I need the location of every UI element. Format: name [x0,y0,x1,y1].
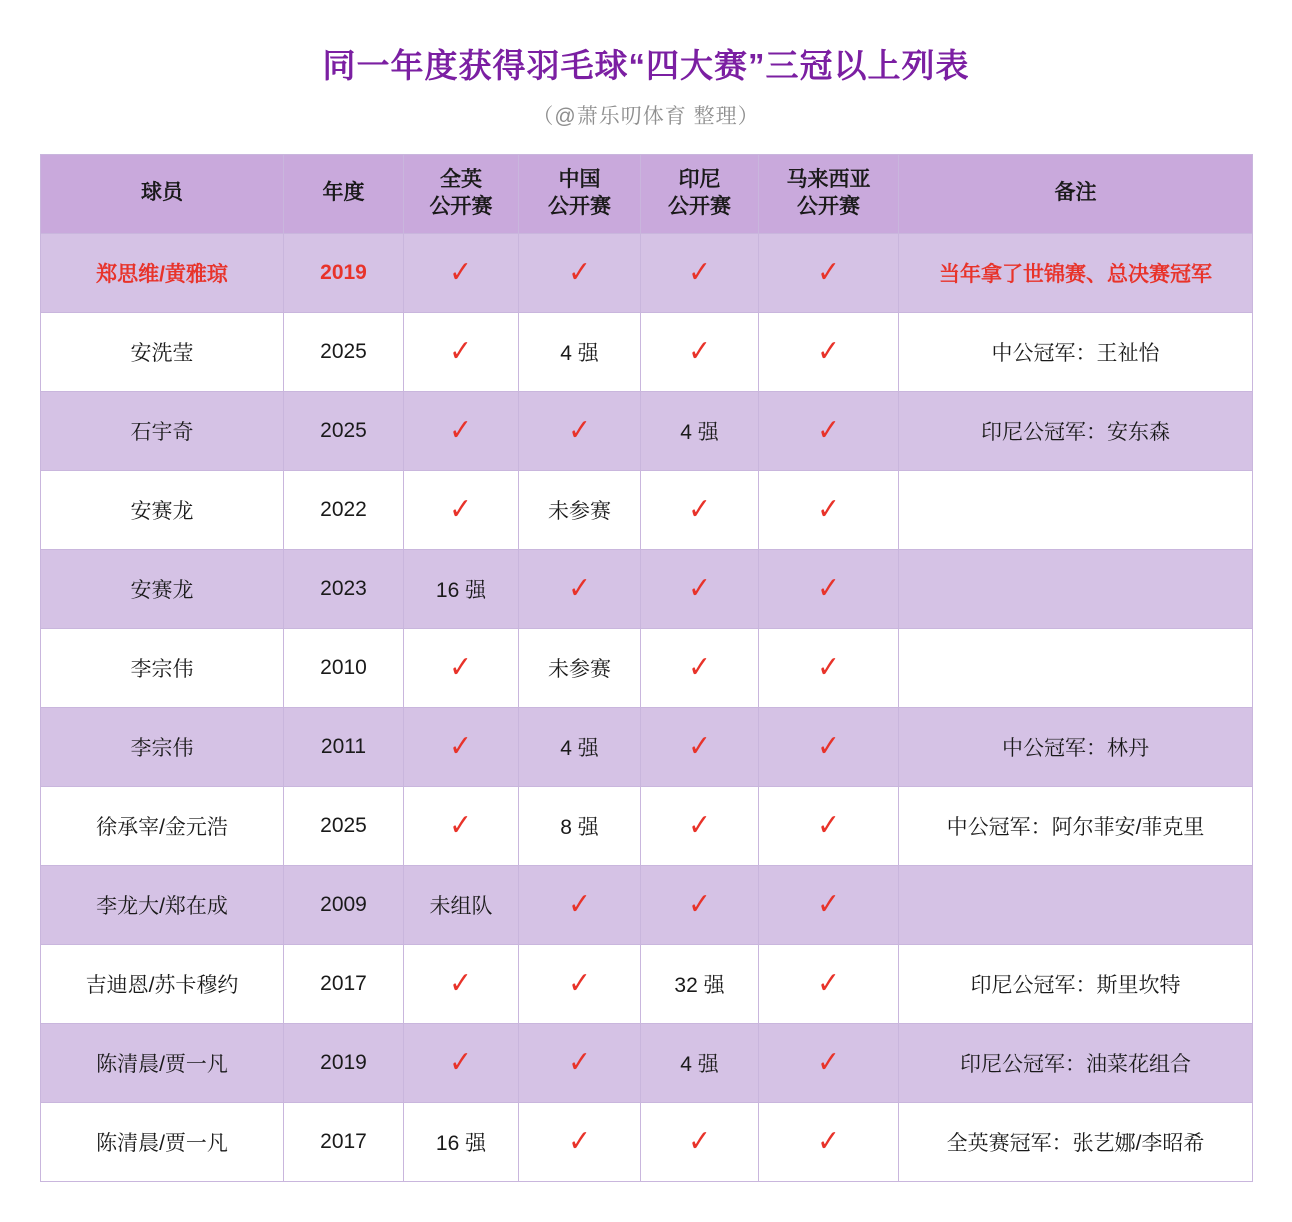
check-icon: ✓ [568,570,591,606]
cell-china-open-text: 未参赛 [548,657,611,681]
check-icon: ✓ [688,807,711,843]
cell-china-open-text: 未参赛 [548,499,611,523]
cell-indonesia-open-text: 4 强 [680,1052,719,1076]
cell-year [284,865,404,944]
cell-player [41,1102,284,1181]
check-icon: ✓ [688,886,711,922]
cell-indonesia-open [641,391,759,470]
check-icon: ✓ [817,649,840,685]
cell-year-text: 2022 [320,497,367,521]
check-icon: ✓ [449,649,473,685]
cell-all-england-text: 16 强 [435,578,487,602]
cell-malaysia-open [759,312,899,391]
check-icon: ✓ [688,254,711,290]
cell-note-text: 印尼公冠军：安东森 [981,420,1170,444]
cell-note [899,786,1253,865]
cell-year-text: 2025 [320,813,367,837]
cell-year [284,628,404,707]
cell-note [899,865,1253,944]
cell-indonesia-open [641,470,759,549]
cell-year-text: 2017 [320,971,367,995]
check-icon: ✓ [449,254,473,290]
cell-all-england [404,1102,519,1181]
cell-year-text: 2019 [320,260,367,284]
cell-note [899,549,1253,628]
cell-player [41,233,284,312]
table-row [41,1102,1253,1181]
cell-player-text: 李宗伟 [130,736,194,760]
cell-malaysia-open [759,233,899,312]
check-icon: ✓ [817,886,840,922]
check-icon: ✓ [449,491,473,527]
check-icon: ✓ [568,1044,591,1080]
cell-note [899,707,1253,786]
check-icon: ✓ [688,649,711,685]
cell-year-text: 2010 [320,655,367,679]
check-icon: ✓ [817,965,840,1001]
cell-indonesia-open-text: 4 强 [680,420,719,444]
cell-note [899,470,1253,549]
cell-player [41,1023,284,1102]
cell-year [284,1102,404,1181]
cell-indonesia-open [641,549,759,628]
cell-china-open [519,391,641,470]
cell-year [284,786,404,865]
cell-player-text: 陈清晨/贾一凡 [96,1131,228,1155]
cell-player-text: 吉迪恩/苏卡穆约 [85,973,239,997]
cell-malaysia-open [759,470,899,549]
cell-malaysia-open [759,786,899,865]
check-icon: ✓ [688,491,711,527]
cell-china-open [519,865,641,944]
cell-note-text: 中公冠军：林丹 [1002,736,1149,760]
cell-note [899,233,1253,312]
column-header-indonesia-open [641,154,759,233]
cell-china-open [519,944,641,1023]
cell-year-text: 2023 [320,576,367,600]
cell-indonesia-open [641,786,759,865]
cell-indonesia-open [641,628,759,707]
cell-china-open [519,549,641,628]
cell-all-england [404,549,519,628]
results-table [40,154,1253,1182]
column-header-year [284,154,404,233]
check-icon: ✓ [817,807,840,843]
cell-china-open [519,628,641,707]
check-icon: ✓ [817,491,840,527]
cell-note [899,312,1253,391]
cell-year [284,1023,404,1102]
cell-player [41,707,284,786]
cell-player [41,549,284,628]
cell-player [41,312,284,391]
cell-note-text: 中公冠军：王祉怡 [991,341,1160,365]
table-row [41,391,1253,470]
check-icon: ✓ [449,333,473,369]
cell-indonesia-open [641,312,759,391]
cell-player [41,391,284,470]
table-row [41,786,1253,865]
cell-year-text: 2009 [320,892,367,916]
column-header-china-open-line2: 公开赛 [548,194,611,218]
check-icon: ✓ [817,254,840,290]
table-row [41,865,1253,944]
cell-china-open [519,707,641,786]
cell-player-text: 安赛龙 [130,499,194,523]
cell-malaysia-open [759,549,899,628]
cell-note [899,1102,1253,1181]
cell-china-open [519,786,641,865]
cell-year-text: 2011 [320,734,367,758]
cell-china-open [519,470,641,549]
cell-player-text: 郑思维/黄雅琼 [96,262,228,286]
cell-player [41,786,284,865]
cell-all-england [404,312,519,391]
column-header-all-england-line2: 公开赛 [429,194,493,218]
check-icon: ✓ [568,1123,591,1159]
check-icon: ✓ [817,333,840,369]
cell-china-open [519,233,641,312]
cell-malaysia-open [759,1102,899,1181]
cell-player [41,944,284,1023]
cell-indonesia-open [641,1102,759,1181]
table-row [41,944,1253,1023]
check-icon: ✓ [568,412,591,448]
table-row [41,1023,1253,1102]
check-icon: ✓ [688,1123,711,1159]
cell-all-england [404,707,519,786]
column-header-china-open [519,154,641,233]
cell-all-england-text: 未组队 [429,894,493,918]
column-header-year-line1: 年度 [322,181,365,205]
cell-all-england [404,391,519,470]
cell-year [284,549,404,628]
cell-note-text: 当年拿了世锦赛、总决赛冠军 [939,262,1212,286]
page-subtitle: （@萧乐叨体育 整理） [532,104,760,128]
cell-player [41,628,284,707]
check-icon: ✓ [688,333,711,369]
cell-note-text: 印尼公冠军：斯里坎特 [970,973,1181,997]
cell-malaysia-open [759,1023,899,1102]
table-row [41,312,1253,391]
cell-china-open-text: 4 强 [560,736,599,760]
check-icon: ✓ [817,1123,840,1159]
cell-indonesia-open [641,233,759,312]
cell-all-england-text: 16 强 [435,1131,487,1155]
check-icon: ✓ [688,570,711,606]
column-header-all-england [404,154,519,233]
cell-year [284,944,404,1023]
table-body [41,233,1253,1181]
check-icon: ✓ [688,728,711,764]
check-icon: ✓ [449,1044,473,1080]
cell-year-text: 2019 [320,1050,367,1074]
cell-all-england [404,628,519,707]
cell-year-text: 2025 [320,339,367,363]
check-icon: ✓ [817,412,840,448]
table-header-row [41,154,1253,233]
check-icon: ✓ [449,412,473,448]
cell-note [899,1023,1253,1102]
cell-indonesia-open [641,944,759,1023]
cell-player [41,470,284,549]
column-header-malaysia-open-line2: 公开赛 [797,194,860,218]
cell-year-text: 2017 [320,1129,367,1153]
cell-player-text: 安洗莹 [130,341,194,365]
table-row [41,549,1253,628]
cell-china-open-text: 8 强 [560,815,599,839]
cell-note [899,944,1253,1023]
column-header-indonesia-open-line2: 公开赛 [668,194,731,218]
cell-player-text: 李宗伟 [130,657,194,681]
table-row [41,233,1253,312]
cell-indonesia-open [641,1023,759,1102]
cell-all-england [404,944,519,1023]
cell-player-text: 安赛龙 [130,578,194,602]
cell-malaysia-open [759,391,899,470]
column-header-note-line1: 备注 [1054,181,1097,205]
cell-all-england [404,786,519,865]
cell-player-text: 徐承宰/金元浩 [96,815,228,839]
cell-player-text: 陈清晨/贾一凡 [96,1052,228,1076]
cell-year [284,470,404,549]
check-icon: ✓ [568,965,591,1001]
column-header-malaysia-open-line1: 马来西亚 [786,168,871,192]
cell-indonesia-open [641,865,759,944]
cell-note [899,391,1253,470]
cell-year [284,391,404,470]
cell-year [284,312,404,391]
cell-all-england [404,1023,519,1102]
column-header-indonesia-open-line1: 印尼 [678,168,721,192]
page-title: 同一年度获得羽毛球“四大赛”三冠以上列表 [322,47,970,84]
column-header-player [41,154,284,233]
cell-china-open [519,312,641,391]
check-icon: ✓ [449,728,473,764]
cell-malaysia-open [759,865,899,944]
cell-year [284,707,404,786]
cell-all-england [404,233,519,312]
cell-malaysia-open [759,707,899,786]
table-row [41,628,1253,707]
cell-all-england [404,865,519,944]
cell-note-text: 印尼公冠军：油菜花组合 [960,1052,1191,1076]
cell-player [41,865,284,944]
cell-malaysia-open [759,628,899,707]
cell-indonesia-open-text: 32 强 [674,973,725,997]
cell-note-text: 中公冠军：阿尔菲安/菲克里 [946,815,1205,839]
check-icon: ✓ [817,1044,840,1080]
cell-china-open-text: 4 强 [560,341,599,365]
column-header-player-line1: 球员 [141,181,183,205]
cell-year [284,233,404,312]
check-icon: ✓ [449,807,473,843]
column-header-china-open-line1: 中国 [558,168,601,192]
table-row [41,707,1253,786]
cell-indonesia-open [641,707,759,786]
cell-player-text: 李龙大/郑在成 [96,894,228,918]
table-row [41,470,1253,549]
cell-china-open [519,1023,641,1102]
table-header [41,154,1253,233]
cell-player-text: 石宇奇 [130,420,194,444]
cell-all-england [404,470,519,549]
cell-note-text: 全英赛冠军：张艺娜/李昭希 [946,1131,1205,1155]
check-icon: ✓ [568,254,591,290]
column-header-note [899,154,1253,233]
check-icon: ✓ [817,728,840,764]
cell-china-open [519,1102,641,1181]
check-icon: ✓ [568,886,591,922]
cell-note [899,628,1253,707]
check-icon: ✓ [817,570,840,606]
cell-year-text: 2025 [320,418,367,442]
column-header-malaysia-open [759,154,899,233]
column-header-all-england-line1: 全英 [440,168,482,192]
cell-malaysia-open [759,944,899,1023]
check-icon: ✓ [449,965,473,1001]
